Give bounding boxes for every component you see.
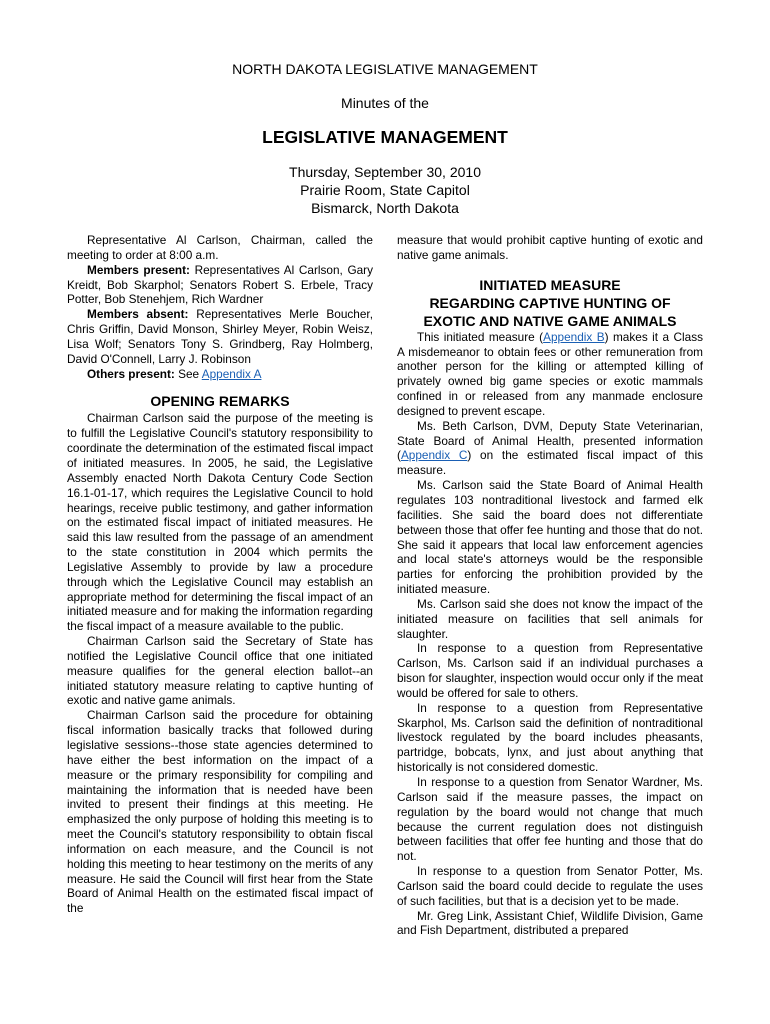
measure-text-a: This initiated measure ( xyxy=(417,329,544,344)
carlson-text-a: Ms. Beth Carlson, DVM, Deputy State Veterinarian, State Board of Animal Health, presented information ( xyxy=(397,418,703,463)
meeting-date: Thursday, September 30, 2010 xyxy=(289,164,481,180)
members-present-paragraph xyxy=(67,263,373,308)
members-absent-label: Members absent: xyxy=(87,307,189,322)
section-heading-initiated-measure xyxy=(397,263,703,330)
measure-paragraph-8: In response to a question from Senator Potter, Ms. Carlson said the board could decide to regulate the uses of such facilities, but that is a decision yet to be made. xyxy=(397,864,703,908)
heading-line-3: EXOTIC AND NATIVE GAME ANIMALS xyxy=(423,312,677,329)
organization-title: NORTH DAKOTA LEGISLATIVE MANAGEMENT xyxy=(232,61,538,77)
others-present-paragraph xyxy=(67,367,373,382)
measure-paragraph-1 xyxy=(397,330,703,419)
heading-line-1: INITIATED MEASURE xyxy=(479,276,621,293)
minutes-of-label: Minutes of the xyxy=(341,95,429,111)
appendix-c-link[interactable]: Appendix C xyxy=(400,448,468,463)
members-present-label: Members present: xyxy=(87,262,190,277)
appendix-a-link[interactable]: Appendix A xyxy=(201,366,262,381)
carlson-text-b: ) on the estimated fiscal impact of this measure. xyxy=(397,448,703,478)
others-present-label: Others present: xyxy=(87,366,175,381)
meeting-room: Prairie Room, State Capitol xyxy=(300,182,470,198)
measure-paragraph-7: In response to a question from Senator Wardner, Ms. Carlson said if the measure passes, the impact on regulation by the board would not change that much because the current regulation does not distinguish between facilities that offer fee hunting and those that do not. xyxy=(397,775,703,864)
section-heading-opening-remarks: OPENING REMARKS xyxy=(150,393,290,410)
members-present-text: Representatives Al Carlson, Gary Kreidt, Bob Skarphol; Senators Robert S. Erbele, Tracy Potter, Bob Stenehjem, Rich Wardner xyxy=(67,262,374,307)
others-present-text: See xyxy=(174,366,202,381)
heading-line-2: REGARDING CAPTIVE HUNTING OF xyxy=(429,294,671,311)
appendix-b-link[interactable]: Appendix B xyxy=(543,329,605,344)
page-title: LEGISLATIVE MANAGEMENT xyxy=(262,127,508,147)
measure-paragraph-5: In response to a question from Representative Carlson, Ms. Carlson said if an individual purchases a bison for slaughter, inspection would occur only if the meat would be offered for sale to others. xyxy=(397,641,703,700)
measure-paragraph-4: Ms. Carlson said she does not know the impact of the initiated measure on facilities that sell animals for slaughter. xyxy=(397,596,703,641)
measure-paragraph-9: Mr. Greg Link, Assistant Chief, Wildlife Division, Game and Fish Department, distributed a prepared xyxy=(397,908,703,938)
measure-paragraph-2 xyxy=(397,419,703,478)
measure-text-b: ) makes it a Class A misdemeanor to obtain fees or other remuneration from another person for the killing or attempted killing of privately owned big game species or exotic mammals confined in or released from any manmade enclosure designed to prevent escape. xyxy=(397,329,703,418)
opening-paragraph-3: Chairman Carlson said the procedure for obtaining fiscal information basically tracks that followed during legislative sessions--those state agencies determined to have either the best information on the impact of a measure or the primary responsibility for compiling and maintaining the information that is needed have been invited to present their findings at this meeting. He emphasized the only purpose of holding this meeting is to meet the Council's statutory responsibility to obtain fiscal information on each measure, and the Council is not holding this meeting to hear testimony on the merits of any measure. He said the Council will first hear from the State Board of Animal Health on the estimated fiscal impact of the xyxy=(67,708,373,916)
left-column xyxy=(67,233,373,916)
opening-paragraph-2: Chairman Carlson said the Secretary of State has notified the Legislative Council office that one initiated measure qualifies for the general election ballot--an initiated statutory measure relating to captive hunting of exotic and native game animals. xyxy=(67,634,373,708)
intro-paragraph: Representative Al Carlson, Chairman, called the meeting to order at 8:00 a.m. xyxy=(67,233,373,262)
members-absent-paragraph xyxy=(67,307,373,366)
meeting-city: Bismarck, North Dakota xyxy=(311,200,459,216)
continued-paragraph: measure that would prohibit captive hunting of exotic and native game animals. xyxy=(397,233,703,262)
opening-paragraph-1: Chairman Carlson said the purpose of the meeting is to fulfill the Legislative Council's statutory responsibility to coordinate the determination of the estimated fiscal impact of initiated measures. In 2005, he said, the Legislative Assembly enacted North Dakota Century Code Section 16.1-01-17, which requires the Legislative Council to hold hearings, receive public testimony, and gather information on the estimated fiscal impact of initiated measures. He said this law resulted from the passage of an amendment to the state constitution in 2004 which permits the Legislative Assembly to provide by law a procedure through which the Legislative Council may establish an appropriate method for determining the fiscal impact of an initiated measure and for making the information regarding the fiscal impact of a measure available to the public. xyxy=(67,411,373,634)
measure-paragraph-6: In response to a question from Representative Skarphol, Ms. Carlson said the definition of nontraditional livestock regulated by the board includes pheasants, partridge, bobcats, lynx, and just about anything that historically is not considered domestic. xyxy=(397,700,703,775)
measure-paragraph-3: Ms. Carlson said the State Board of Animal Health regulates 103 nontraditional livestock and farmed elk facilities. She said the board does not differentiate between those that offer fee hunting and those that do not. She said it appears that local law enforcement agencies and local state's attorneys would be the responsible parties for enforcing the prohibition provided by the initiated measure. xyxy=(397,478,703,597)
members-absent-text: Representatives Merle Boucher, Chris Griffin, David Monson, Shirley Meyer, Robin Weisz, Lisa Wolf; Senators Tony S. Grindberg, Ray Holmberg, David O'Connell, Larry J. Robinson xyxy=(67,307,373,366)
right-column xyxy=(397,233,703,938)
